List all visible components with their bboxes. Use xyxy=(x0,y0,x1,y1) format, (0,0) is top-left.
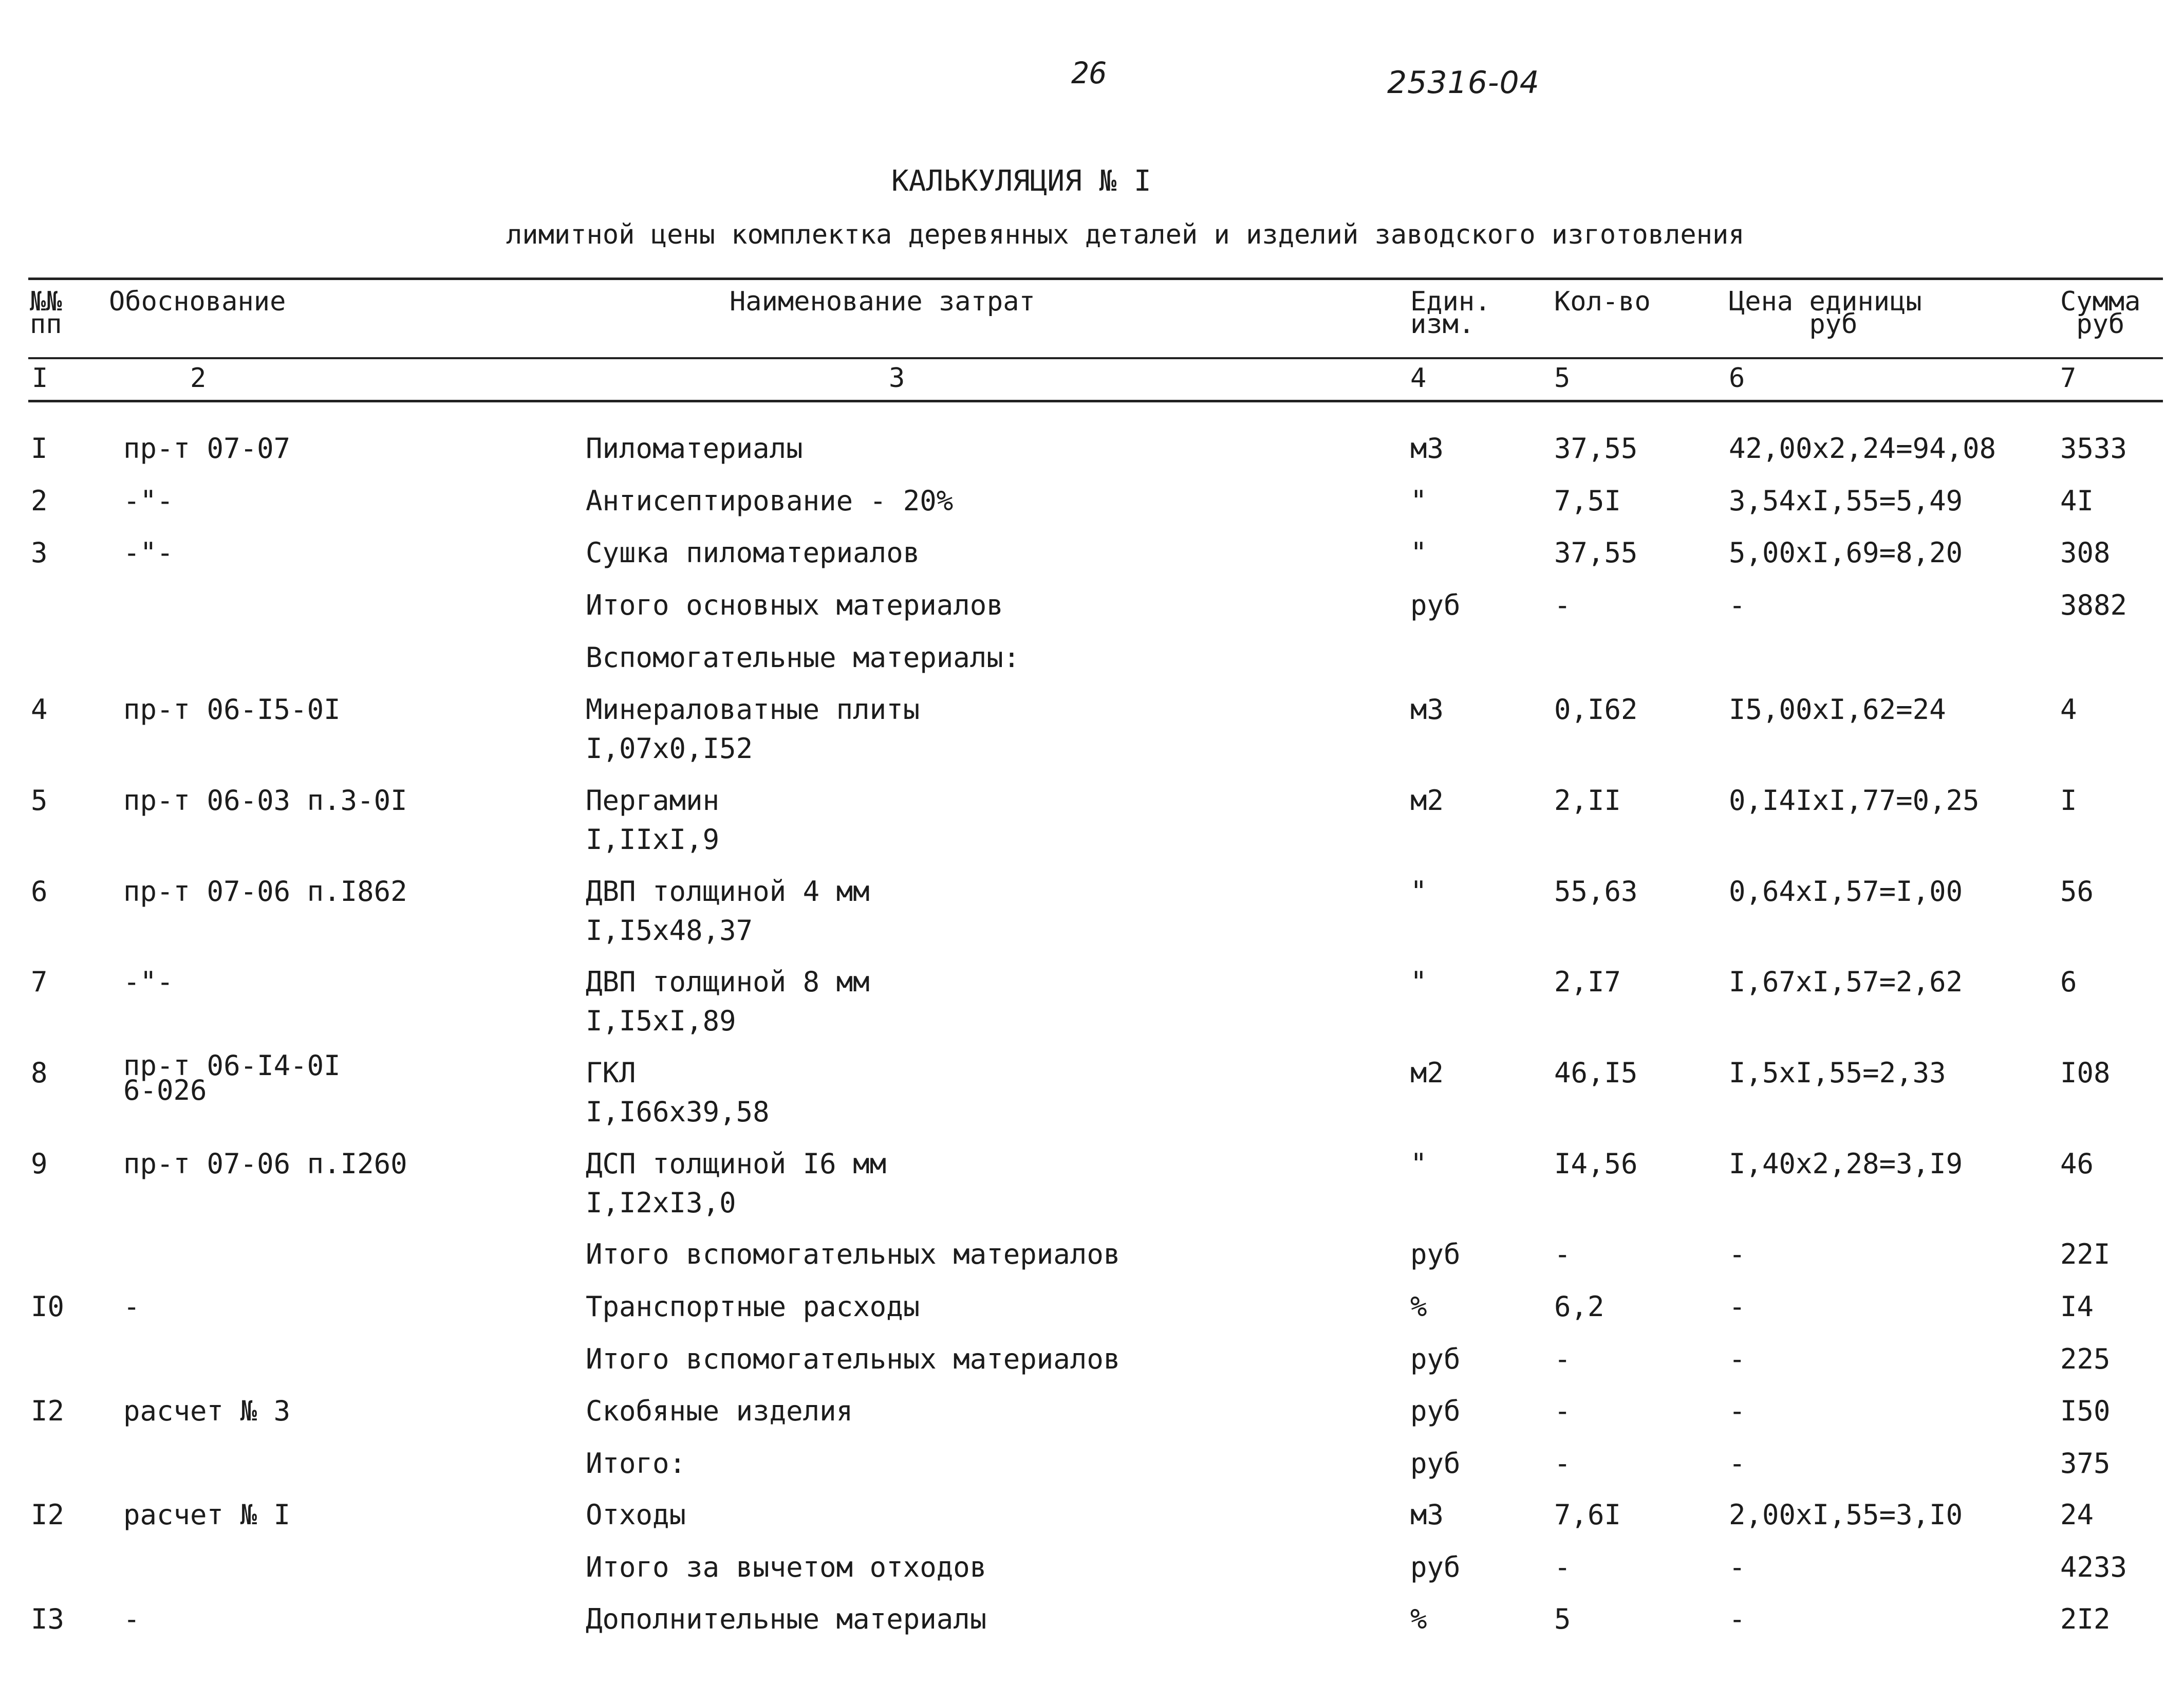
row-basis: расчет № 3 xyxy=(123,1395,291,1427)
row-unit: % xyxy=(1410,1290,1427,1323)
row-unit: " xyxy=(1410,537,1427,569)
row-basis: пр-т 07-07 xyxy=(123,432,291,465)
row-unit-price: 3,54хI,55=5,49 xyxy=(1729,485,1963,517)
row-quantity: - xyxy=(1554,1238,1571,1270)
row-sum: 56 xyxy=(2060,875,2094,908)
row-unit-price: - xyxy=(1729,1551,1746,1583)
document-subtitle: лимитной цены комплектка деревянных деталей и изделий заводского изготовления xyxy=(506,219,1745,250)
row-basis: -"- xyxy=(123,485,174,517)
row-unit-price: I5,00хI,62=24 xyxy=(1729,693,1946,726)
row-unit-price: - xyxy=(1729,1447,1746,1480)
row-unit-price: I,40х2,28=3,I9 xyxy=(1729,1148,1963,1180)
row-quantity: - xyxy=(1554,589,1571,621)
header-sum: Сумма руб xyxy=(2060,286,2141,340)
row-sum: 46 xyxy=(2060,1148,2094,1180)
row-quantity: 0,I62 xyxy=(1554,693,1638,726)
row-basis: пр-т 06-03 п.3-0I xyxy=(123,784,407,817)
row-unit-price: - xyxy=(1729,1290,1746,1323)
row-quantity: - xyxy=(1554,1551,1571,1583)
row-number: I xyxy=(31,432,48,465)
row-unit: м3 xyxy=(1410,1499,1444,1531)
row-sum: 4I xyxy=(2060,485,2094,517)
row-quantity: 7,6I xyxy=(1554,1499,1621,1531)
row-unit: % xyxy=(1410,1603,1427,1635)
row-sum: I xyxy=(2060,784,2077,817)
row-basis: -"- xyxy=(123,537,174,569)
row-number: 9 xyxy=(31,1148,48,1180)
row-unit-price: - xyxy=(1729,1343,1746,1375)
row-unit-price: - xyxy=(1729,589,1746,621)
row-quantity: I4,56 xyxy=(1554,1148,1638,1180)
row-unit: руб xyxy=(1410,1343,1461,1375)
document-title: КАЛЬКУЛЯЦИЯ № I xyxy=(891,164,1151,198)
header-cost-name: Наименование затрат xyxy=(730,286,1035,317)
row-number: 6 xyxy=(31,875,48,908)
column-number: 5 xyxy=(1554,363,1571,394)
row-quantity: 37,55 xyxy=(1554,537,1638,569)
row-cost-name: ГКЛ I,I66х39,58 xyxy=(586,1057,770,1128)
row-unit: руб xyxy=(1410,589,1461,621)
row-unit: м2 xyxy=(1410,784,1444,817)
row-unit: " xyxy=(1410,875,1427,908)
row-basis: пр-т 07-06 п.I260 xyxy=(123,1148,407,1180)
row-cost-name: Итого за вычетом отходов xyxy=(586,1551,987,1583)
row-sum: 24 xyxy=(2060,1499,2094,1531)
row-cost-name: ДСП толщиной I6 мм I,I2хI3,0 xyxy=(586,1148,887,1219)
row-cost-name: Скобяные изделия xyxy=(586,1395,853,1427)
row-number: 4 xyxy=(31,693,48,726)
row-sum: 4233 xyxy=(2060,1551,2127,1583)
row-cost-name: Дополнительные материалы xyxy=(586,1603,987,1635)
row-basis: пр-т 07-06 п.I862 xyxy=(123,875,407,908)
row-unit-price: - xyxy=(1729,1603,1746,1635)
column-numbers-rule xyxy=(28,400,2163,402)
row-quantity: - xyxy=(1554,1447,1571,1480)
row-basis: - xyxy=(123,1603,140,1635)
row-unit-price: 0,I4IхI,77=0,25 xyxy=(1729,784,1980,817)
row-cost-name: Антисептирование - 20% xyxy=(586,485,954,517)
page-number: 26 xyxy=(1071,56,1107,90)
row-cost-name: Итого вспомогательных материалов xyxy=(586,1238,1121,1270)
document-code: 25316-04 xyxy=(1387,65,1540,101)
row-unit-price: - xyxy=(1729,1238,1746,1270)
row-sum: 22I xyxy=(2060,1238,2111,1270)
row-quantity: 5 xyxy=(1554,1603,1571,1635)
row-cost-name: ДВП толщиной 4 мм I,I5х48,37 xyxy=(586,875,870,947)
row-sum: I50 xyxy=(2060,1395,2111,1427)
row-cost-name: Минераловатные плиты I,07х0,I52 xyxy=(586,693,920,765)
row-unit-price: 0,64хI,57=I,00 xyxy=(1729,875,1963,908)
row-quantity: - xyxy=(1554,1395,1571,1427)
row-number: I2 xyxy=(31,1499,65,1531)
column-number: 4 xyxy=(1410,363,1427,394)
row-sum: 308 xyxy=(2060,537,2111,569)
header-divider-rule xyxy=(28,357,2163,359)
row-unit-price: I,5хI,55=2,33 xyxy=(1729,1057,1946,1089)
row-basis: расчет № I xyxy=(123,1499,291,1531)
row-unit-price: 5,00хI,69=8,20 xyxy=(1729,537,1963,569)
row-number: I0 xyxy=(31,1290,65,1323)
column-number: 6 xyxy=(1729,363,1745,394)
row-sum: 4 xyxy=(2060,693,2077,726)
header-unit: Един. изм. xyxy=(1410,286,1491,340)
header-quantity: Кол-во xyxy=(1554,286,1651,317)
row-quantity: 37,55 xyxy=(1554,432,1638,465)
row-quantity: 55,63 xyxy=(1554,875,1638,908)
row-unit: " xyxy=(1410,1148,1427,1180)
row-unit: руб xyxy=(1410,1395,1461,1427)
row-number: 7 xyxy=(31,966,48,998)
header-row-number: №№ пп xyxy=(30,286,62,340)
row-cost-name: Итого: xyxy=(586,1447,686,1480)
row-number: I2 xyxy=(31,1395,65,1427)
row-quantity: - xyxy=(1554,1343,1571,1375)
table-top-rule xyxy=(28,278,2163,280)
row-unit: руб xyxy=(1410,1238,1461,1270)
row-basis: -"- xyxy=(123,966,174,998)
row-basis: - xyxy=(123,1290,140,1323)
row-number: 3 xyxy=(31,537,48,569)
row-quantity: 6,2 xyxy=(1554,1290,1604,1323)
row-number: 8 xyxy=(31,1057,48,1089)
row-sum: 3533 xyxy=(2060,432,2127,465)
row-quantity: 2,I7 xyxy=(1554,966,1621,998)
row-cost-name: ДВП толщиной 8 мм I,I5хI,89 xyxy=(586,966,870,1037)
row-cost-name: Отходы xyxy=(586,1499,686,1531)
row-cost-name: Вспомогательные материалы: xyxy=(586,641,1020,674)
column-number: 3 xyxy=(889,363,905,394)
row-unit-price: I,67хI,57=2,62 xyxy=(1729,966,1963,998)
row-number: I3 xyxy=(31,1603,65,1635)
row-sum: I08 xyxy=(2060,1057,2111,1089)
row-unit-price: - xyxy=(1729,1395,1746,1427)
row-unit: м2 xyxy=(1410,1057,1444,1089)
row-unit: " xyxy=(1410,485,1427,517)
row-unit: руб xyxy=(1410,1447,1461,1480)
row-sum: 2I2 xyxy=(2060,1603,2111,1635)
row-sum: 3882 xyxy=(2060,589,2127,621)
row-basis: пр-т 06-I5-0I xyxy=(123,693,341,726)
row-unit: " xyxy=(1410,966,1427,998)
row-unit: м3 xyxy=(1410,693,1444,726)
row-unit-price: 2,00хI,55=3,I0 xyxy=(1729,1499,1963,1531)
row-number: 2 xyxy=(31,485,48,517)
row-unit: руб xyxy=(1410,1551,1461,1583)
row-quantity: 2,II xyxy=(1554,784,1621,817)
row-sum: 225 xyxy=(2060,1343,2111,1375)
column-number: 2 xyxy=(190,363,207,394)
row-cost-name: Пергамин I,IIхI,9 xyxy=(586,784,720,856)
row-cost-name: Итого вспомогательных материалов xyxy=(586,1343,1121,1375)
row-number: 5 xyxy=(31,784,48,817)
row-quantity: 7,5I xyxy=(1554,485,1621,517)
row-cost-name: Сушка пиломатериалов xyxy=(586,537,920,569)
row-sum: I4 xyxy=(2060,1290,2094,1323)
header-basis: Обоснование xyxy=(109,286,286,317)
row-unit-price: 42,00х2,24=94,08 xyxy=(1729,432,1996,465)
column-number: 7 xyxy=(2060,363,2077,394)
row-cost-name: Транспортные расходы xyxy=(586,1290,920,1323)
row-sum: 375 xyxy=(2060,1447,2111,1480)
column-number: I xyxy=(32,363,48,394)
header-unit-price: Цена единицы руб xyxy=(1729,286,1922,340)
row-cost-name: Итого основных материалов xyxy=(586,589,1003,621)
row-basis: пр-т 06-I4-0I 6-026 xyxy=(123,1049,341,1106)
row-sum: 6 xyxy=(2060,966,2077,998)
row-cost-name: Пиломатериалы xyxy=(586,432,803,465)
row-quantity: 46,I5 xyxy=(1554,1057,1638,1089)
row-unit: м3 xyxy=(1410,432,1444,465)
